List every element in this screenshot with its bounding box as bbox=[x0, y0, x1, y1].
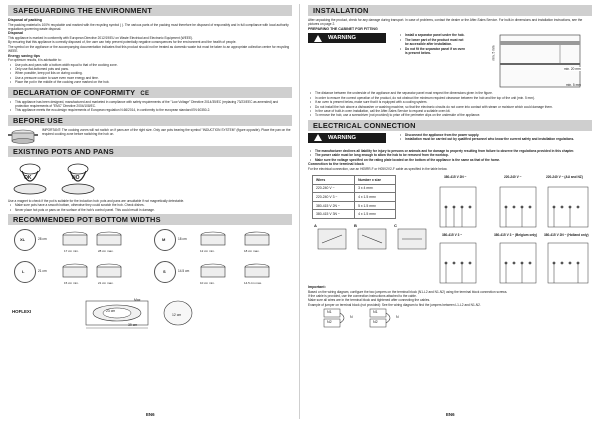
pan-icon bbox=[198, 231, 228, 249]
zone-max: 28 cm bbox=[38, 237, 47, 242]
energy-intro: For optimum results, it is advisable to: bbox=[8, 58, 62, 63]
electrical-item: • Make sure the voltage specified on the rating plate located on the bottom of the appliance is the same as that of the home. bbox=[308, 158, 592, 162]
section-header-pots: EXISTING POTS AND PANS bbox=[8, 146, 292, 157]
pan-icon bbox=[242, 231, 272, 249]
max-width: 18 cm max. bbox=[244, 249, 260, 254]
wiring-area bbox=[308, 173, 592, 285]
page-number: EN6 bbox=[146, 412, 155, 417]
table-cell: 380-415 V 3N ~ bbox=[313, 210, 355, 219]
disposal-text-2: By ensuring that this appliance is correctly disposed of, the user can help prevent potentially negative consequences for the environment and the health of people. bbox=[8, 40, 237, 45]
install-item: • In the case of built-in oven installation, call the After-Sales Service to request a suitable oven kit. bbox=[308, 109, 592, 113]
zone-label: XL bbox=[20, 237, 26, 243]
jumper-label: N2 bbox=[327, 320, 332, 325]
no-label: NO bbox=[72, 174, 80, 181]
energy-tip: • When possible, keep pot lids on during cooking. bbox=[8, 71, 292, 75]
energy-tip: • Only use flat-bottomed pots and pans. bbox=[8, 67, 292, 71]
jumper-example bbox=[308, 307, 592, 333]
flexi-height: 12 cm bbox=[172, 313, 182, 318]
table-row bbox=[313, 201, 396, 210]
warning-item: • Do not fit the separator panel if an oven is present below. bbox=[398, 47, 468, 56]
table-header-row bbox=[313, 176, 396, 185]
flexi-illustration bbox=[8, 297, 292, 331]
disposal-title: Disposal bbox=[8, 31, 23, 36]
pots-text: Use a magnet to check if the pot is suitable for the induction hob: pots and pans are unsuitable if not magnetically detectable. bbox=[8, 198, 185, 203]
induction-pot-icon bbox=[8, 128, 38, 144]
pan-icon bbox=[242, 263, 272, 281]
table-cell: 5 x 1.5 mm² bbox=[355, 201, 396, 210]
abc-connection-diagram bbox=[312, 223, 432, 257]
diagram-label: 380-415 V 2N ~ bbox=[444, 175, 467, 180]
section-header-installation: INSTALLATION bbox=[308, 5, 592, 16]
zone-max: 14.5 cm bbox=[178, 269, 190, 274]
diagram-label: 220-240 V ~ bbox=[504, 175, 522, 180]
section-header-electrical: ELECTRICAL CONNECTION bbox=[308, 120, 592, 131]
warning-icon bbox=[314, 35, 322, 42]
energy-tip: • Place the pot in the middle of the cooking zone marked on the hob. bbox=[8, 80, 292, 84]
before-use-important: IMPORTANT: The cooking zones will not switch on if pans are of the right size. Only use pots bearing the symbol "INDUCTION SYSTEM" (figure opposite). Place the pan on the required cooking zone before switching the hob on. bbox=[42, 127, 291, 137]
table-cell: 4 x 1.5 mm² bbox=[355, 210, 396, 219]
section-header-conformity bbox=[8, 87, 292, 98]
install-item: • If an oven is present below, make sure that it is equipped with a cooling system. bbox=[308, 100, 592, 104]
pan-icon bbox=[94, 231, 124, 249]
table-row bbox=[313, 210, 396, 219]
terminal-title: Connection to the terminal block bbox=[308, 162, 364, 167]
dim-label: min. 20 mm bbox=[564, 67, 581, 72]
min-width: 10 cm min. bbox=[200, 281, 215, 286]
jumper-label: N1 bbox=[327, 310, 332, 315]
diagram-label: 380-415 V 3 ~ bbox=[442, 233, 463, 238]
min-width: 17 cm min. bbox=[64, 249, 79, 254]
dim-label: min. 5 mm bbox=[491, 45, 496, 61]
before-use-block bbox=[8, 128, 292, 144]
jumper-label: N2 bbox=[373, 320, 378, 325]
ce-mark-icon: CE bbox=[140, 90, 150, 97]
wires-table bbox=[312, 175, 396, 219]
important-item: Based on the wiring diagram, configure the two jumpers on the terminal block (N1-L2 and N1-N2) using the terminal block connection screws. bbox=[308, 289, 508, 294]
table-row bbox=[313, 184, 396, 193]
prep-title: PREPARING THE CABINET FOR FITTING bbox=[308, 26, 378, 31]
energy-tip: • Use pots and pans with a bottom width equal to that of the cooking zone. bbox=[8, 63, 292, 67]
flexi-max-label: Max bbox=[134, 298, 141, 303]
install-item: • The distance between the underside of the appliance and the separator panel must respect the dimensions given in the figure. bbox=[308, 91, 592, 95]
warning-label: WARNING bbox=[328, 35, 357, 42]
table-cell: 380-415 V 2N ~ bbox=[313, 201, 355, 210]
dim-label: min. 5 mm bbox=[566, 83, 581, 88]
diagram-label: 220-240 V ~ (AU and NZ) bbox=[546, 175, 583, 180]
warning-item: • The lower part of the product must not be accessible after installation. bbox=[398, 38, 468, 47]
important-item: Make sure all wires are in the terminal block and tightened after connecting the cables. bbox=[308, 298, 431, 303]
terminal-text: For the electrical connection, use an H05RR-F or H05V2V2-F cable as specified in the table below. bbox=[308, 166, 448, 171]
flexi-label: HOFLEXI bbox=[12, 309, 32, 315]
warning-list bbox=[398, 33, 468, 55]
abc-label: A bbox=[314, 223, 317, 229]
important-item: Example of jumper on terminal block (not provided): See the wiring diagram to find the jumpers between L1-L2 and N1-N2. bbox=[308, 302, 481, 307]
install-item: • Do not install the hob above a dishwasher or washing machine, so that the electronic circuits do not come into contact with steam or moisture which could damage them. bbox=[308, 105, 592, 109]
min-width: 12 cm min. bbox=[200, 249, 215, 254]
disposal-text-1: This appliance is marked in conformity with European Directive 2012/19/EU on Waste Electrical and Electronic Equipment (WEEE). bbox=[8, 36, 194, 40]
electrical-warning-block bbox=[308, 133, 592, 149]
zone-label: S bbox=[163, 269, 166, 275]
energy-tip: • Use a pressure cooker to save even more energy and time. bbox=[8, 76, 292, 80]
zone-circle bbox=[14, 261, 36, 283]
max-width: 21 cm max. bbox=[98, 281, 114, 286]
install-item: • To remove the hob, use a screwdriver (not provided) to prise off the perimeter clips on the underside of the appliance. bbox=[308, 113, 592, 117]
flexi-width: 23 cm bbox=[106, 309, 116, 314]
zone-label: M bbox=[162, 237, 166, 243]
min-width: 15 cm min. bbox=[64, 281, 79, 286]
important-item: If the cable is provided, use the connection instructions attached to the cable. bbox=[308, 294, 417, 299]
packing-title: Disposal of packing bbox=[8, 18, 42, 22]
pots-item: • Make sure pots have a smooth bottom, otherwise they could scratch the hob. Check dishes. bbox=[8, 203, 292, 207]
conformity-item: • This appliance meets the eco-design requirements of European regulation N.66/2014, in conformity to the european standard EN 60350-2. bbox=[8, 108, 292, 112]
jumper-label: N bbox=[350, 315, 353, 320]
pots-illustration bbox=[8, 159, 292, 199]
pots-item: • Never place hot pots or pans on the surface of the hob's control panel. This could result in damage. bbox=[8, 208, 292, 212]
table-header-cell: Wires bbox=[313, 176, 355, 185]
warning-label: WARNING bbox=[328, 134, 357, 141]
weee-symbol-text: The symbol on the appliance or the accompanying documentation indicates that this product should not be treated as domestic waste but must be taken to an appropriate collection centre for recycling WEEE. bbox=[8, 44, 290, 54]
electrical-item: • The power cable must be long enough to allow the hob to be removed from the worktop. bbox=[308, 153, 592, 157]
conformity-item: • This appliance has been designed, manufactured and marketed in compliance with safety requirements of the "Low Voltage" Directive 2014/35/EC (replacing 73/23/EEC as amended) and protection requirements of "EMC" Directive 2004/108/EC. bbox=[8, 100, 292, 109]
jumper-label: N bbox=[396, 315, 399, 320]
table-cell: 4 x 1.5 mm² bbox=[355, 193, 396, 202]
zone-max: 18 cm bbox=[178, 237, 187, 242]
table-header-cell: Number x size bbox=[355, 176, 396, 185]
table-cell: 220-240 V 3 ~ bbox=[313, 193, 355, 202]
install-item: • In order to ensure the correct operation of the product, do not obstruct the minimum required clearance between the hob and the top of the unit (min. 5 mm). bbox=[308, 96, 592, 100]
zone-max: 21 cm bbox=[38, 269, 47, 274]
diagram-label: 380-415 V 3 ~ (Belgium only) bbox=[494, 233, 538, 238]
table-row bbox=[313, 193, 396, 202]
warning-bar bbox=[308, 133, 386, 143]
table-cell: 3 x 4 mm² bbox=[355, 184, 396, 193]
section-header-widths: RECOMMENDED POT BOTTOM WIDTHS bbox=[8, 214, 292, 225]
section-header-before-use: BEFORE USE bbox=[8, 115, 292, 126]
jumper-label: N1 bbox=[373, 310, 378, 315]
warning-item: • Install a separator panel under the hob. bbox=[398, 33, 468, 37]
max-width: 28 cm max. bbox=[98, 249, 114, 254]
section-header-safeguarding: SAFEGUARDING THE ENVIRONMENT bbox=[8, 5, 292, 16]
packing-text: The packing material is 100% recyclable and marked with the recycling symbol ( ). The various parts of the packing must therefore be disposed of responsibly and in full compliance with local authority regulations governing waste disposal. bbox=[8, 22, 289, 31]
zone-label: L bbox=[22, 269, 25, 275]
right-page bbox=[300, 0, 600, 423]
energy-title: Energy saving tips bbox=[8, 53, 40, 58]
max-width: 14.5 cm max. bbox=[244, 281, 263, 286]
important-title: Important: bbox=[308, 285, 326, 290]
pan-icon bbox=[60, 263, 90, 281]
install-warning-block bbox=[308, 33, 592, 91]
ok-label: OK bbox=[24, 174, 32, 181]
warning-item: • Installation must be carried out by qualified personnel who know the current safety and installation regulations. bbox=[398, 137, 594, 141]
jumper-diagram bbox=[322, 307, 402, 333]
pan-icon bbox=[94, 263, 124, 281]
table-cell: 220-240 V ~ bbox=[313, 184, 355, 193]
page-number: EN6 bbox=[446, 412, 455, 417]
warning-list bbox=[398, 133, 594, 142]
widths-illustration bbox=[8, 227, 292, 297]
installation-intro: After unpacking the product, check for any damage during transport. In case of problems, contact the dealer or the After-Sales Service. For built-in dimensions and installation instructions, see the pictures on page 2. bbox=[308, 18, 583, 27]
electrical-item: • The manufacturer declines all liability for injury to persons or animals and for damage to property resulting from failure to observe the regulations provided in this chapter. bbox=[308, 149, 592, 153]
conformity-header-text: DECLARATION OF CONFORMITY bbox=[13, 87, 136, 97]
abc-label: C bbox=[394, 223, 397, 229]
pan-icon bbox=[60, 231, 90, 249]
warning-bar bbox=[308, 33, 386, 43]
pan-icon bbox=[198, 263, 228, 281]
warning-icon bbox=[314, 134, 322, 141]
warning-item: • Disconnect the appliance from the power supply. bbox=[398, 133, 594, 137]
diagram-label: 380-415 V 2N ~ (Holland only) bbox=[544, 233, 589, 238]
flexi-length: 39 cm bbox=[128, 323, 138, 328]
abc-label: B bbox=[354, 223, 357, 229]
